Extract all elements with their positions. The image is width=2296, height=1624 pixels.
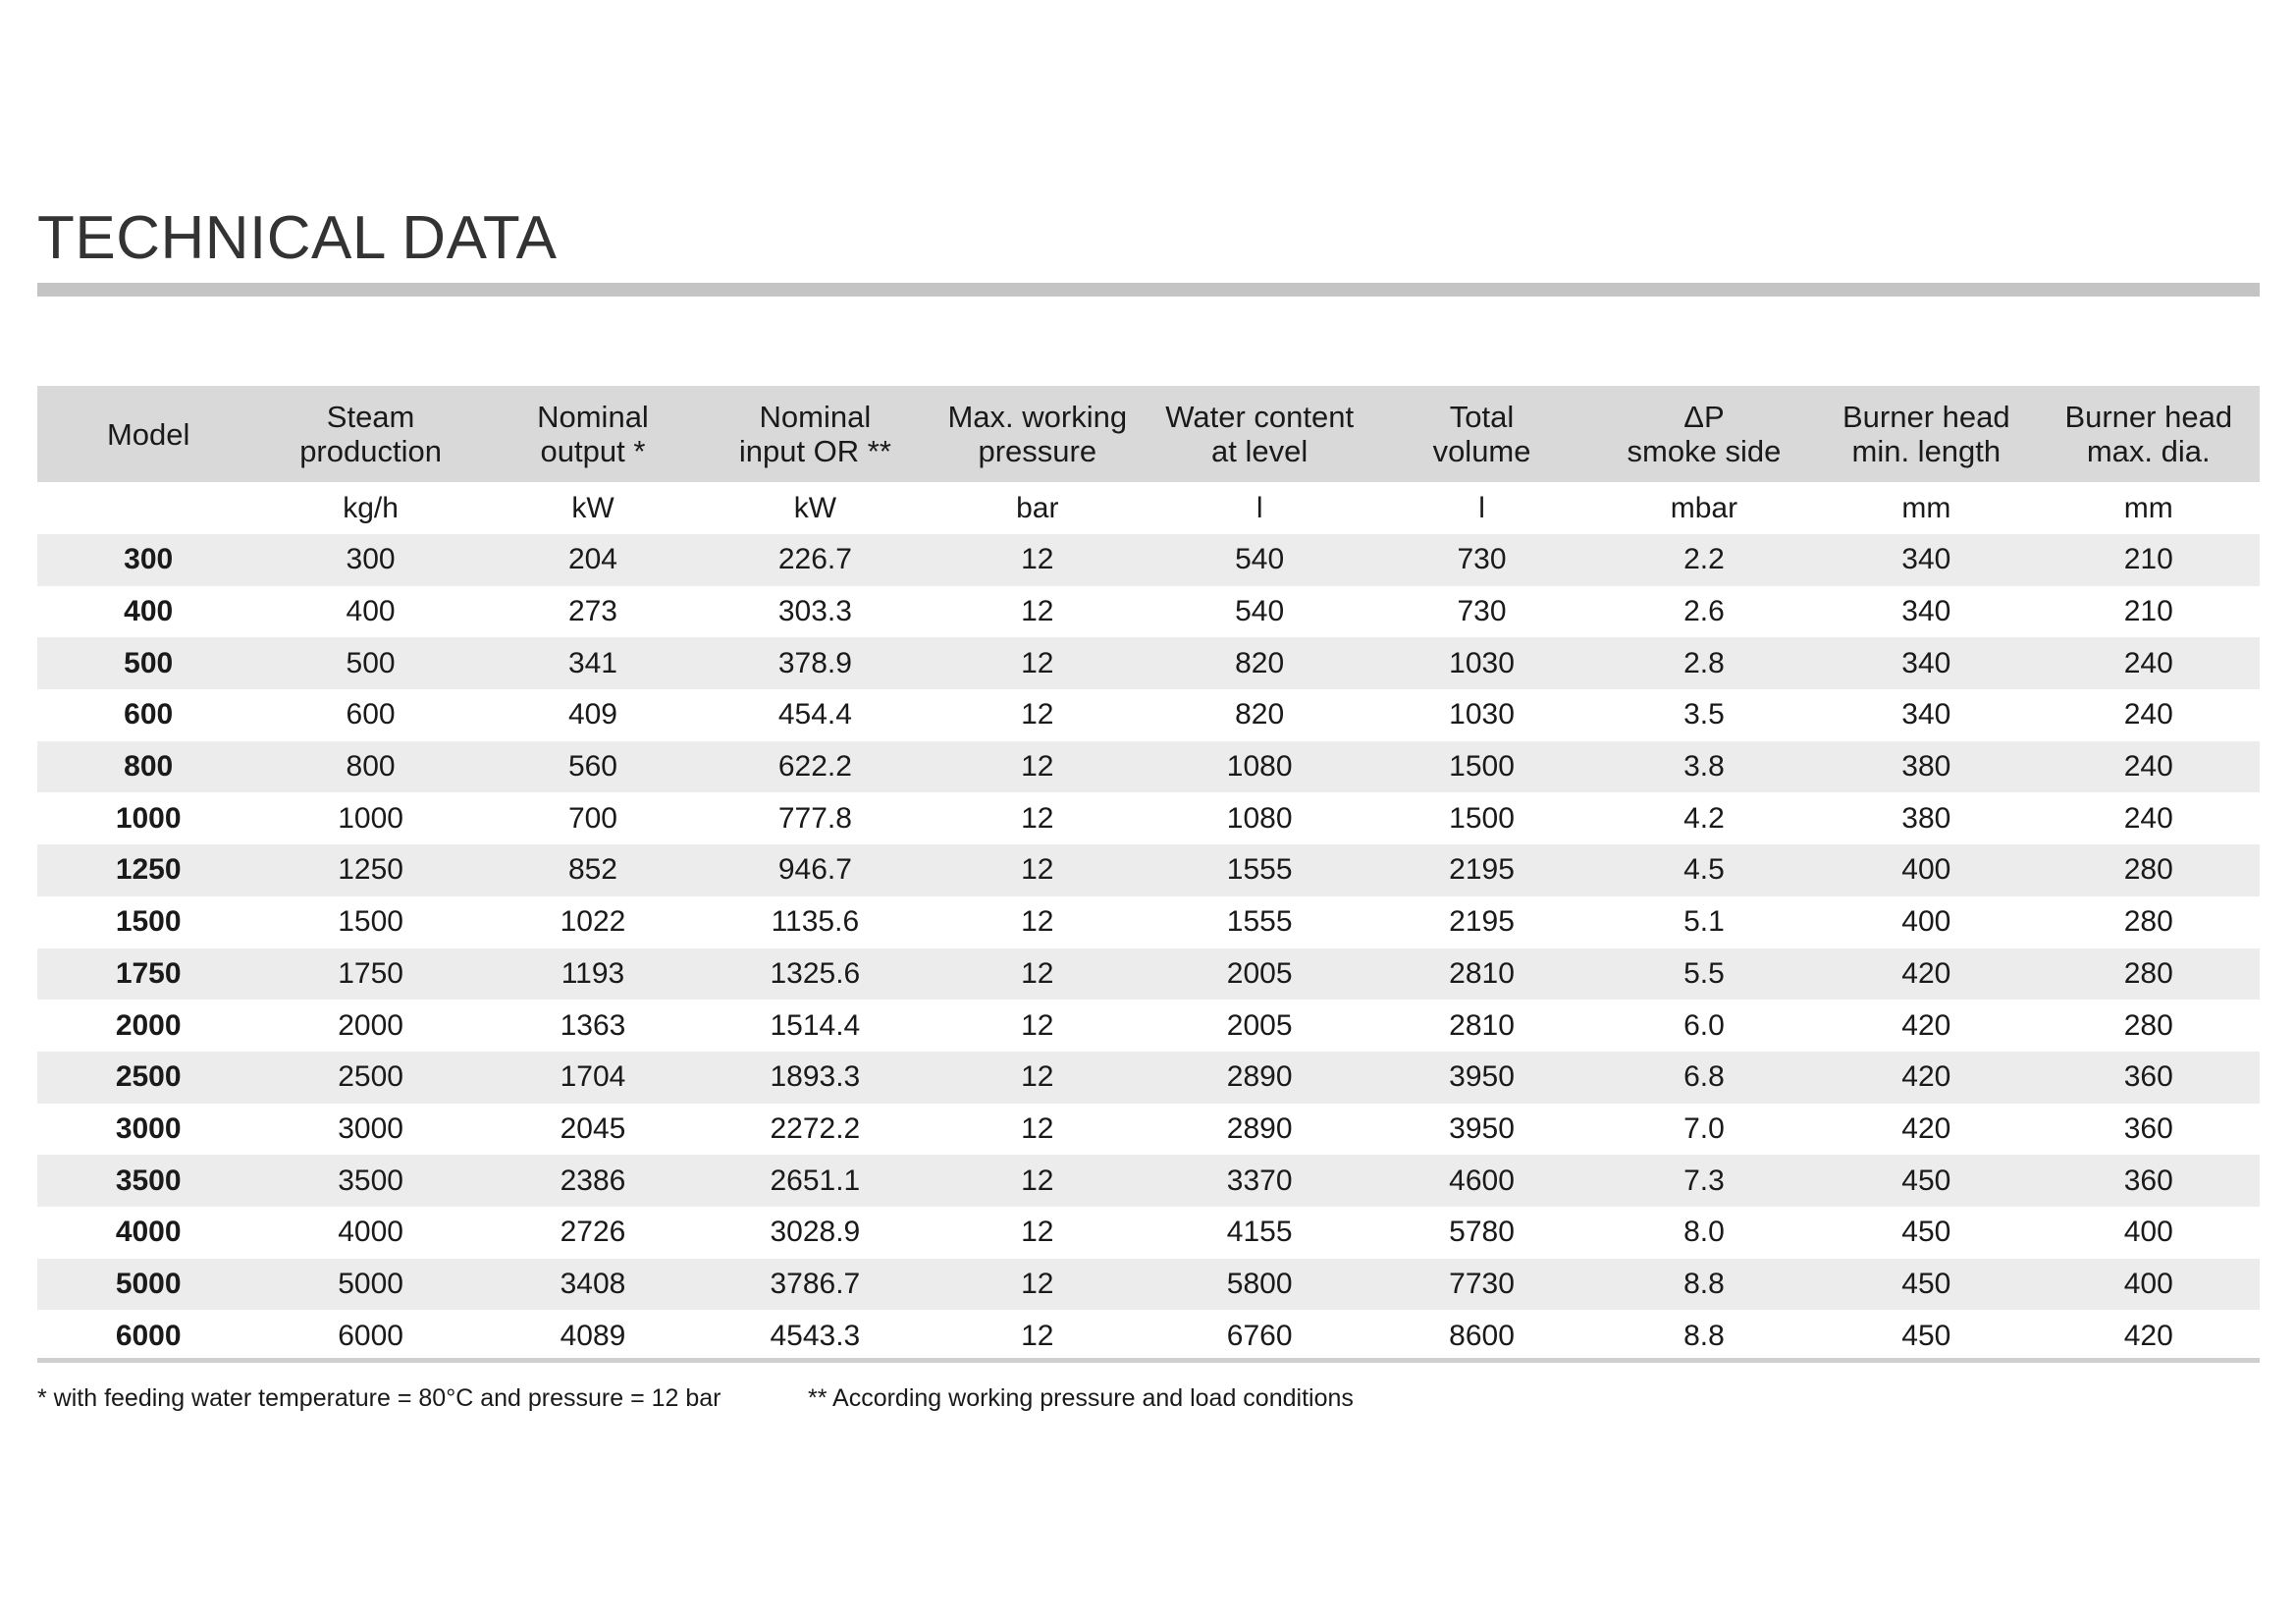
table-cell: 7730 bbox=[1370, 1259, 1592, 1311]
table-cell: 540 bbox=[1148, 586, 1370, 638]
table-cell: 450 bbox=[1815, 1155, 2037, 1207]
table-cell: 4.5 bbox=[1593, 844, 1815, 896]
table-cell: 273 bbox=[482, 586, 704, 638]
unit-cell: l bbox=[1370, 482, 1592, 534]
model-cell: 1000 bbox=[37, 792, 259, 844]
table-cell: 2195 bbox=[1370, 896, 1592, 948]
table-cell: 280 bbox=[2038, 948, 2260, 1001]
table-row bbox=[37, 1207, 2260, 1259]
footnote-working-pressure: ** According working pressure and load conditions bbox=[808, 1384, 1354, 1412]
table-cell: 4600 bbox=[1370, 1155, 1592, 1207]
footnote-feed-water: * with feeding water temperature = 80°C and pressure = 12 bar bbox=[37, 1384, 721, 1412]
model-cell: 300 bbox=[37, 534, 259, 586]
table-cell: 360 bbox=[2038, 1104, 2260, 1156]
table-row bbox=[37, 844, 2260, 896]
table-cell: 12 bbox=[927, 1104, 1148, 1156]
table-cell: 820 bbox=[1148, 689, 1370, 741]
table-cell: 12 bbox=[927, 1155, 1148, 1207]
table-cell: 6760 bbox=[1148, 1310, 1370, 1362]
table-cell: 1022 bbox=[482, 896, 704, 948]
table-row bbox=[37, 741, 2260, 793]
table-cell: 2195 bbox=[1370, 844, 1592, 896]
table-cell: 210 bbox=[2038, 586, 2260, 638]
table-cell: 600 bbox=[259, 689, 481, 741]
table-cell: 2.2 bbox=[1593, 534, 1815, 586]
table-cell: 340 bbox=[1815, 637, 2037, 689]
table-cell: 730 bbox=[1370, 534, 1592, 586]
table-cell: 280 bbox=[2038, 896, 2260, 948]
table-cell: 240 bbox=[2038, 637, 2260, 689]
table-cell: 420 bbox=[1815, 1000, 2037, 1052]
table-cell: 226.7 bbox=[704, 534, 926, 586]
table-cell: 210 bbox=[2038, 534, 2260, 586]
table-cell: 420 bbox=[1815, 948, 2037, 1001]
table-cell: 820 bbox=[1148, 637, 1370, 689]
table-row bbox=[37, 689, 2260, 741]
table-cell: 2890 bbox=[1148, 1104, 1370, 1156]
table-cell: 3786.7 bbox=[704, 1259, 926, 1311]
table-cell: 800 bbox=[259, 741, 481, 793]
header-max-working-pressure: Max. working pressure bbox=[927, 386, 1148, 482]
table-cell: 204 bbox=[482, 534, 704, 586]
model-cell: 3500 bbox=[37, 1155, 259, 1207]
table-cell: 400 bbox=[1815, 844, 2037, 896]
table-cell: 380 bbox=[1815, 792, 2037, 844]
table-cell: 2.8 bbox=[1593, 637, 1815, 689]
model-cell: 2000 bbox=[37, 1000, 259, 1052]
model-cell: 600 bbox=[37, 689, 259, 741]
table-cell: 1555 bbox=[1148, 844, 1370, 896]
table-cell: 240 bbox=[2038, 689, 2260, 741]
header-burner-head-dia: Burner head max. dia. bbox=[2038, 386, 2260, 482]
table-cell: 12 bbox=[927, 586, 1148, 638]
table-cell: 380 bbox=[1815, 741, 2037, 793]
model-cell: 1500 bbox=[37, 896, 259, 948]
table-cell: 2272.2 bbox=[704, 1104, 926, 1156]
unit-cell: l bbox=[1148, 482, 1370, 534]
table-cell: 2386 bbox=[482, 1155, 704, 1207]
table-cell: 1250 bbox=[259, 844, 481, 896]
table-cell: 12 bbox=[927, 948, 1148, 1001]
table-cell: 240 bbox=[2038, 741, 2260, 793]
table-cell: 1000 bbox=[259, 792, 481, 844]
table-cell: 1080 bbox=[1148, 792, 1370, 844]
table-cell: 12 bbox=[927, 1259, 1148, 1311]
table-cell: 400 bbox=[1815, 896, 2037, 948]
table-cell: 1030 bbox=[1370, 637, 1592, 689]
table-cell: 1135.6 bbox=[704, 896, 926, 948]
table-cell: 303.3 bbox=[704, 586, 926, 638]
table-body bbox=[37, 482, 2260, 1362]
model-cell: 400 bbox=[37, 586, 259, 638]
table-cell: 8.8 bbox=[1593, 1259, 1815, 1311]
table-cell: 450 bbox=[1815, 1310, 2037, 1362]
table-cell: 400 bbox=[2038, 1259, 2260, 1311]
table-cell: 6.8 bbox=[1593, 1052, 1815, 1104]
table-cell: 378.9 bbox=[704, 637, 926, 689]
table-cell: 6.0 bbox=[1593, 1000, 1815, 1052]
table-cell: 3408 bbox=[482, 1259, 704, 1311]
table-cell: 700 bbox=[482, 792, 704, 844]
table-cell: 1500 bbox=[1370, 792, 1592, 844]
table-row bbox=[37, 1104, 2260, 1156]
table-row bbox=[37, 1259, 2260, 1311]
table-row bbox=[37, 792, 2260, 844]
table-row bbox=[37, 948, 2260, 1001]
table-cell: 1080 bbox=[1148, 741, 1370, 793]
table-cell: 341 bbox=[482, 637, 704, 689]
table-cell: 2890 bbox=[1148, 1052, 1370, 1104]
header-model: Model bbox=[37, 386, 259, 482]
table-cell: 5780 bbox=[1370, 1207, 1592, 1259]
table-cell: 12 bbox=[927, 1310, 1148, 1362]
header-delta-p: ΔP smoke side bbox=[1593, 386, 1815, 482]
table-cell: 12 bbox=[927, 534, 1148, 586]
table-cell: 3000 bbox=[259, 1104, 481, 1156]
table-cell: 12 bbox=[927, 689, 1148, 741]
table-cell: 1325.6 bbox=[704, 948, 926, 1001]
table-cell: 300 bbox=[259, 534, 481, 586]
table-cell: 400 bbox=[259, 586, 481, 638]
technical-data-table bbox=[37, 386, 2260, 1362]
table-cell: 1893.3 bbox=[704, 1052, 926, 1104]
table-cell: 420 bbox=[1815, 1104, 2037, 1156]
table-cell: 622.2 bbox=[704, 741, 926, 793]
model-cell: 3000 bbox=[37, 1104, 259, 1156]
table-cell: 2045 bbox=[482, 1104, 704, 1156]
header-nominal-input: Nominal input OR ** bbox=[704, 386, 926, 482]
model-cell: 1750 bbox=[37, 948, 259, 1001]
unit-cell: kW bbox=[482, 482, 704, 534]
table-cell: 3500 bbox=[259, 1155, 481, 1207]
table-cell: 1363 bbox=[482, 1000, 704, 1052]
table-cell: 450 bbox=[1815, 1259, 2037, 1311]
table-cell: 2.6 bbox=[1593, 586, 1815, 638]
table-cell: 420 bbox=[2038, 1310, 2260, 1362]
table-cell: 280 bbox=[2038, 1000, 2260, 1052]
model-cell: 2500 bbox=[37, 1052, 259, 1104]
table-cell: 2000 bbox=[259, 1000, 481, 1052]
table-cell: 12 bbox=[927, 1052, 1148, 1104]
table-cell: 4155 bbox=[1148, 1207, 1370, 1259]
unit-cell: mm bbox=[1815, 482, 2037, 534]
table-cell: 12 bbox=[927, 896, 1148, 948]
table-row bbox=[37, 1000, 2260, 1052]
table-cell: 7.3 bbox=[1593, 1155, 1815, 1207]
model-cell: 4000 bbox=[37, 1207, 259, 1259]
header-steam-production: Steam production bbox=[259, 386, 481, 482]
table-cell: 360 bbox=[2038, 1052, 2260, 1104]
table-cell: 7.0 bbox=[1593, 1104, 1815, 1156]
table-row bbox=[37, 1155, 2260, 1207]
model-cell: 800 bbox=[37, 741, 259, 793]
table-cell: 8600 bbox=[1370, 1310, 1592, 1362]
table-cell: 1555 bbox=[1148, 896, 1370, 948]
table-cell: 12 bbox=[927, 637, 1148, 689]
table-row bbox=[37, 534, 2260, 586]
unit-cell: mm bbox=[2038, 482, 2260, 534]
table-cell: 2651.1 bbox=[704, 1155, 926, 1207]
table-row bbox=[37, 1310, 2260, 1362]
table-cell: 1500 bbox=[259, 896, 481, 948]
table-cell: 4089 bbox=[482, 1310, 704, 1362]
table-cell: 1193 bbox=[482, 948, 704, 1001]
table-cell: 400 bbox=[2038, 1207, 2260, 1259]
table-cell: 560 bbox=[482, 741, 704, 793]
table-cell: 340 bbox=[1815, 689, 2037, 741]
table-cell: 340 bbox=[1815, 586, 2037, 638]
table-cell: 2005 bbox=[1148, 1000, 1370, 1052]
table-cell: 540 bbox=[1148, 534, 1370, 586]
table-cell: 3950 bbox=[1370, 1052, 1592, 1104]
table-cell: 280 bbox=[2038, 844, 2260, 896]
table-cell: 2500 bbox=[259, 1052, 481, 1104]
table-cell: 3.5 bbox=[1593, 689, 1815, 741]
table-cell: 777.8 bbox=[704, 792, 926, 844]
table-cell: 12 bbox=[927, 792, 1148, 844]
table-cell: 946.7 bbox=[704, 844, 926, 896]
table-cell: 2810 bbox=[1370, 948, 1592, 1001]
table-cell: 3.8 bbox=[1593, 741, 1815, 793]
unit-cell: kW bbox=[704, 482, 926, 534]
table-cell: 4.2 bbox=[1593, 792, 1815, 844]
table-cell: 852 bbox=[482, 844, 704, 896]
table-cell: 360 bbox=[2038, 1155, 2260, 1207]
table-row bbox=[37, 896, 2260, 948]
table-bottom-divider bbox=[37, 1358, 2260, 1363]
unit-cell: bar bbox=[927, 482, 1148, 534]
unit-cell: mbar bbox=[1593, 482, 1815, 534]
table-cell: 8.0 bbox=[1593, 1207, 1815, 1259]
table-cell: 6000 bbox=[259, 1310, 481, 1362]
table-cell: 12 bbox=[927, 1000, 1148, 1052]
table-cell: 4543.3 bbox=[704, 1310, 926, 1362]
table-row bbox=[37, 637, 2260, 689]
table-cell: 1514.4 bbox=[704, 1000, 926, 1052]
table-header-row bbox=[37, 386, 2260, 482]
title-divider bbox=[37, 283, 2260, 297]
model-cell: 1250 bbox=[37, 844, 259, 896]
table-cell: 240 bbox=[2038, 792, 2260, 844]
table-cell: 5800 bbox=[1148, 1259, 1370, 1311]
table-cell: 1500 bbox=[1370, 741, 1592, 793]
header-water-content: Water content at level bbox=[1148, 386, 1370, 482]
table-cell: 1750 bbox=[259, 948, 481, 1001]
table-cell: 2810 bbox=[1370, 1000, 1592, 1052]
table-cell: 1030 bbox=[1370, 689, 1592, 741]
table-cell: 2005 bbox=[1148, 948, 1370, 1001]
model-cell: 500 bbox=[37, 637, 259, 689]
header-nominal-output: Nominal output * bbox=[482, 386, 704, 482]
table-cell: 3370 bbox=[1148, 1155, 1370, 1207]
units-row bbox=[37, 482, 2260, 534]
header-total-volume: Total volume bbox=[1370, 386, 1592, 482]
table-cell: 454.4 bbox=[704, 689, 926, 741]
table-cell: 8.8 bbox=[1593, 1310, 1815, 1362]
table-cell: 1704 bbox=[482, 1052, 704, 1104]
table-cell: 500 bbox=[259, 637, 481, 689]
table-cell: 340 bbox=[1815, 534, 2037, 586]
table-cell: 4000 bbox=[259, 1207, 481, 1259]
table-cell: 12 bbox=[927, 741, 1148, 793]
model-cell: 6000 bbox=[37, 1310, 259, 1362]
table-cell: 5.1 bbox=[1593, 896, 1815, 948]
model-cell: 5000 bbox=[37, 1259, 259, 1311]
table-row bbox=[37, 1052, 2260, 1104]
unit-cell: kg/h bbox=[259, 482, 481, 534]
table-cell: 3950 bbox=[1370, 1104, 1592, 1156]
table-cell: 409 bbox=[482, 689, 704, 741]
table-cell: 730 bbox=[1370, 586, 1592, 638]
table-cell: 2726 bbox=[482, 1207, 704, 1259]
table-cell: 420 bbox=[1815, 1052, 2037, 1104]
table-cell: 12 bbox=[927, 844, 1148, 896]
table-cell: 12 bbox=[927, 1207, 1148, 1259]
table-cell: 5000 bbox=[259, 1259, 481, 1311]
table-cell: 5.5 bbox=[1593, 948, 1815, 1001]
header-burner-head-length: Burner head min. length bbox=[1815, 386, 2037, 482]
table-row bbox=[37, 586, 2260, 638]
page-title: TECHNICAL DATA bbox=[37, 204, 558, 272]
table-cell: 3028.9 bbox=[704, 1207, 926, 1259]
table-cell: 450 bbox=[1815, 1207, 2037, 1259]
unit-cell bbox=[37, 482, 259, 534]
